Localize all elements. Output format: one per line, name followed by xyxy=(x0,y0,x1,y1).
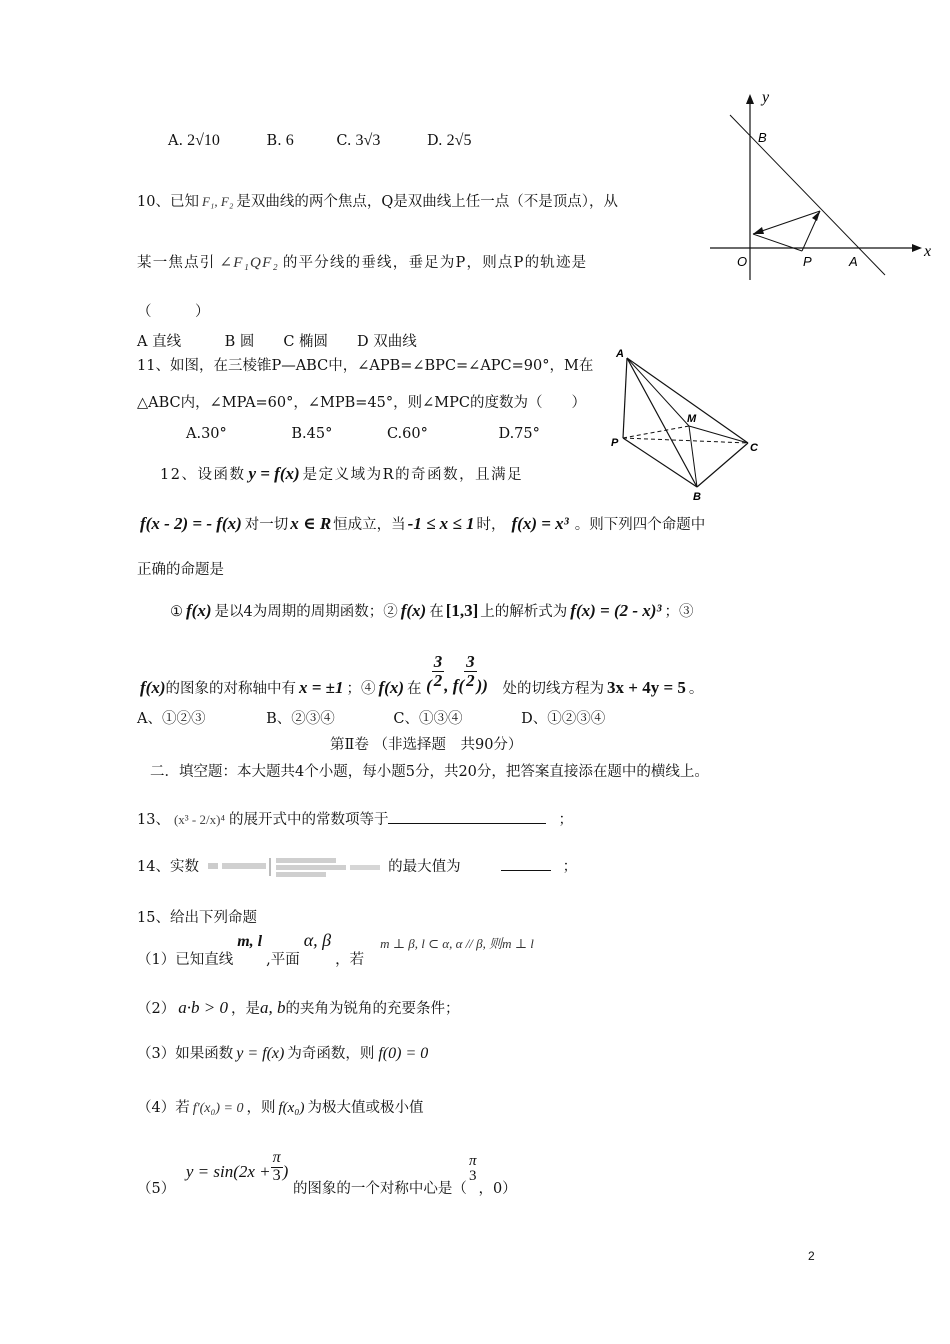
q13-number: 13、 xyxy=(137,812,170,828)
q14-line xyxy=(137,855,577,879)
frac-num: π xyxy=(468,1152,477,1169)
q12-eq-analytic: f(x) = (2 - x)³ xyxy=(570,601,662,620)
q9-option-d: D. xyxy=(426,133,443,149)
q9-a-value: 2√10 xyxy=(187,132,220,149)
q15-item4 xyxy=(137,1096,424,1117)
q12-paren: )) xyxy=(476,676,488,696)
q14-text: 的最大值为 xyxy=(388,859,461,875)
q12-fx: , f( xyxy=(444,676,465,696)
q11-line2: △ABC内，∠MPA=60°，∠MPB=45°，则∠MPC的度数为（ ） xyxy=(137,395,586,411)
fig1-label-a: A xyxy=(849,254,858,269)
q15-item2 xyxy=(137,997,459,1018)
q10-text: 10、已知 xyxy=(137,194,199,210)
frac-den: 2 xyxy=(466,670,475,690)
fig2-label-b: B xyxy=(693,491,701,503)
frac-den: 3 xyxy=(468,1168,477,1185)
q15-text: 为极大值或极小值 xyxy=(307,1100,424,1116)
q15-text: （5） xyxy=(137,1181,176,1198)
q15-item1 xyxy=(137,930,534,970)
q12-option-a: A、①②③ xyxy=(137,711,206,727)
fig1-label-y: y xyxy=(762,89,770,106)
q10-foci: F₁, F₂ xyxy=(201,194,234,209)
frac-num: π xyxy=(272,1149,281,1166)
q12-text: 在 xyxy=(407,681,422,698)
q10-angle: ∠F₁QF₂ xyxy=(219,255,279,271)
q12-option-b: B、②③④ xyxy=(266,711,335,727)
q15-text: （2） xyxy=(137,1001,176,1017)
q13-answer-blank[interactable] xyxy=(388,809,546,824)
fig1-label-x: x xyxy=(924,243,932,260)
q12-eq-axis: x = ±1 xyxy=(298,678,344,698)
q12-props-line1 xyxy=(170,600,694,621)
q12-eq-interval: -1 ≤ x ≤ 1 xyxy=(407,514,475,533)
q15-text: （3）如果函数 xyxy=(137,1046,234,1062)
fig2-label-p: P xyxy=(611,437,619,449)
q15-extreme: f(x₀) xyxy=(278,1100,305,1116)
q15-text: 为奇函数，则 xyxy=(287,1046,375,1062)
q11-option-c: C.60° xyxy=(386,426,428,442)
q10-line1 xyxy=(137,190,618,211)
q9-option-a: A. xyxy=(168,133,184,149)
q15-text: 的图象的一个对称中心是（ xyxy=(292,1181,467,1198)
q11-option-b: B.45° xyxy=(291,426,333,442)
q9-option-c: C. xyxy=(336,133,352,149)
q15-item3 xyxy=(137,1042,428,1063)
pyramid-figure xyxy=(605,340,775,505)
q14-answer-blank[interactable] xyxy=(501,856,551,871)
q12-eq-periodic: f(x - 2) = - f(x) xyxy=(140,514,242,533)
q12-text: 上的解析式为 xyxy=(480,604,568,620)
frac-den: 2 xyxy=(433,670,443,690)
q13-end: ； xyxy=(558,812,573,828)
q9-b-value: 6 xyxy=(285,132,294,149)
q12-text: 12、设函数 xyxy=(160,467,246,483)
section-instructions: 二．填空题：本大题共4个小题，每小题5分，共20分，把答案直接添在题中的横线上。 xyxy=(150,764,709,780)
q15-text: ,平面 xyxy=(266,952,300,968)
coordinate-figure xyxy=(700,85,940,285)
q12-fx: f(x) xyxy=(378,678,404,698)
q15-condition: m ⊥ β, l ⊂ α, α // β, 则m ⊥ l xyxy=(380,936,534,951)
q15-text: （4）若 xyxy=(137,1100,190,1116)
q12-fx: f(x) xyxy=(400,601,427,620)
fig2-label-c: C xyxy=(750,442,758,454)
q15-sin: y = sin(2x + xyxy=(185,1162,271,1182)
q10-text: 的平分线的垂线，垂足为P，则点P的轨迹是 xyxy=(282,255,588,271)
q14-text: 14、实数 xyxy=(137,859,199,875)
q10-text: 某一焦点引 xyxy=(137,255,216,271)
q11-options xyxy=(186,426,540,442)
q15-text: （1）已知直线 xyxy=(137,952,234,968)
q12-line2 xyxy=(140,513,705,534)
q9-option-b: B. xyxy=(266,133,282,149)
q12-eq-cubic: f(x) = x³ xyxy=(511,514,569,533)
q11-option-d: D.75° xyxy=(498,426,540,442)
q14-blurred-conditions xyxy=(204,855,384,879)
q12-text: 对一切 xyxy=(244,517,289,533)
q12-frac xyxy=(464,653,477,690)
fig1-label-o: O xyxy=(737,254,748,269)
q12-fx: f(x) xyxy=(186,601,212,620)
q12-interval: [1,3] xyxy=(445,601,479,620)
q12-options xyxy=(137,707,605,728)
q15-value: f(0) = 0 xyxy=(378,1045,429,1062)
q12-paren: ( xyxy=(426,676,432,696)
q12-line3: 正确的命题是 xyxy=(137,562,224,578)
q13-text: 的展开式中的常数项等于 xyxy=(228,812,389,828)
q12-text: ① xyxy=(170,604,183,620)
q12-eq-tangent: 3x + 4y = 5 xyxy=(607,678,686,698)
q15-lines: m, l xyxy=(237,933,263,950)
section-title: 第Ⅱ卷 （非选择题 共90分） xyxy=(330,737,523,753)
q15-text: ，是 xyxy=(230,1001,260,1017)
q12-text: 是以4为周期的周期函数；② xyxy=(214,604,398,620)
q15-text: ，若 xyxy=(335,952,365,968)
q15-function: y = f(x) xyxy=(236,1045,285,1062)
q11-option-a: A.30° xyxy=(186,426,227,442)
q9-options xyxy=(168,132,471,150)
q12-text: 恒成立，当 xyxy=(333,517,406,533)
q15-frac xyxy=(467,1154,479,1186)
q12-text: ；③ xyxy=(664,604,694,620)
q15-text: ，0） xyxy=(478,1181,517,1198)
q13-line xyxy=(137,808,573,829)
q15-frac xyxy=(271,1150,283,1185)
q14-end: ； xyxy=(562,859,578,875)
q12-fx: f(x) xyxy=(140,678,166,698)
fig2-label-m: M xyxy=(687,413,697,425)
page-number: 2 xyxy=(808,1249,815,1263)
q15-paren: ) xyxy=(282,1162,289,1182)
q15-vectors: a, b xyxy=(259,998,286,1017)
q12-text: 的图象的对称轴中有 xyxy=(165,681,296,698)
fig1-label-p: P xyxy=(803,254,812,269)
q12-text: 是定义域为R的奇函数，且满足 xyxy=(302,467,524,483)
q12-function: y = f(x) xyxy=(248,464,300,483)
q15-derivative: f'(x₀) = 0 xyxy=(192,1101,244,1116)
q9-d-value: 2√5 xyxy=(446,132,472,149)
q12-text: ；④ xyxy=(346,681,376,698)
q12-text: 时， xyxy=(476,517,506,533)
q15-item5 xyxy=(137,1149,517,1198)
q10-text: 是双曲线的两个焦点，Q是双曲线上任一点（不是顶点），从 xyxy=(236,194,619,210)
q15-title: 15、给出下列命题 xyxy=(137,910,257,926)
q9-c-value: 3√3 xyxy=(355,132,381,149)
q11-line1: 11、如图，在三棱锥P—ABC中，∠APB=∠BPC=∠APC=90°，M在 xyxy=(137,358,594,374)
q12-option-d: D、①②③④ xyxy=(521,711,606,727)
frac-den: 3 xyxy=(272,1166,281,1184)
q12-text: 处的切线方程为 xyxy=(502,681,605,698)
fig1-label-b: B xyxy=(758,130,767,145)
q15-text: ，则 xyxy=(246,1100,276,1116)
q10-answer-paren: （ ） xyxy=(137,304,210,320)
frac-num: 3 xyxy=(466,652,475,671)
q12-frac xyxy=(432,653,445,690)
q12-text: 。 xyxy=(688,681,704,698)
q15-dot-product: a·b > 0 xyxy=(178,998,228,1017)
q12-eq-domain: x ∈ R xyxy=(290,514,332,533)
q10-options: A 直线 B 圆 C 椭圆 D 双曲线 xyxy=(137,334,417,350)
q12-text: 。则下列四个命题中 xyxy=(574,517,706,533)
q15-planes: α, β xyxy=(303,930,332,950)
frac-num: 3 xyxy=(433,652,443,671)
q13-expression: (x³ - 2/x)⁴ xyxy=(173,812,225,827)
q12-text: 在 xyxy=(429,604,444,620)
q12-option-c: C、①③④ xyxy=(393,711,463,727)
q12-line1 xyxy=(160,463,523,484)
fig2-label-a: A xyxy=(616,348,624,360)
q12-props-line2 xyxy=(140,652,704,698)
q15-text: 的夹角为锐角的充要条件； xyxy=(285,1001,460,1017)
q10-line2 xyxy=(137,251,587,272)
